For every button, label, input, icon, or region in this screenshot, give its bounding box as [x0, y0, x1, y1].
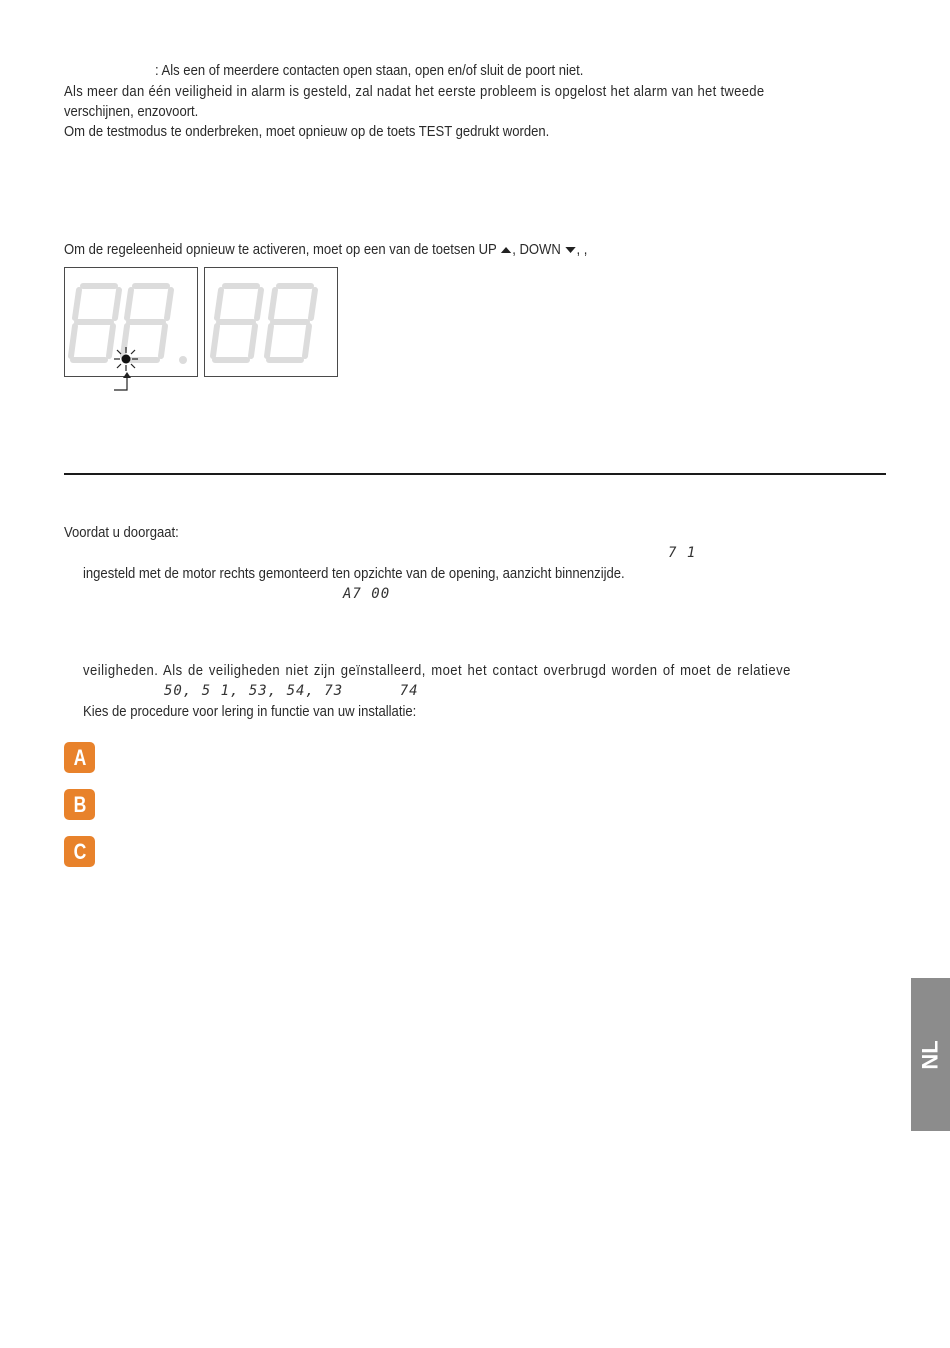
display-right-panel: [204, 267, 338, 377]
procedure-c-badge: [64, 836, 95, 867]
down-key-label: , DOWN: [512, 241, 561, 258]
reactivate-text: [64, 240, 587, 260]
safety-codes: 50, 5 1, 53, 54, 73 74: [164, 683, 419, 699]
procedure-a-badge: [64, 742, 95, 773]
display-left-panel: [64, 267, 198, 377]
choose-procedure-text: Kies de procedure voor lering in functie van uw installatie:: [83, 703, 417, 720]
alarm-contact-text: : Als een of meerdere contacten open staan, open en/of sluit de poort niet.: [155, 62, 584, 79]
before-continue-heading: Voordat u doorgaat:: [64, 524, 179, 541]
reactivate-tail: , ,: [576, 241, 588, 258]
test-mode-text: Om de testmodus te onderbreken, moet opnieuw op de toets TEST gedrukt worden.: [64, 123, 550, 140]
badge-b-label: B: [73, 791, 86, 817]
code-a7-00: A7 00: [343, 586, 391, 602]
blink-pointer-arrow: [112, 372, 132, 394]
badge-a-label: A: [73, 744, 86, 770]
triangle-down-icon: [564, 245, 576, 255]
section-divider: [64, 473, 886, 475]
alarm-multiple-paragraph: [64, 82, 886, 102]
safety-paragraph: [83, 661, 886, 681]
motor-right-text: ingesteld met de motor rechts gemonteerd ten opzichte van de opening, aanzicht binnenzijde.: [83, 565, 625, 582]
seven-segment-right: [205, 268, 337, 376]
code-71: 7 1: [668, 545, 697, 561]
language-tab: [911, 978, 950, 1131]
alarm-multiple-line: Als meer dan één veiligheid in alarm is gesteld, zal nadat het eerste probleem is opgelost het alarm van het tweede: [64, 83, 765, 100]
badge-c-label: C: [73, 838, 86, 864]
alarm-continue-line: verschijnen, enzovoort.: [64, 103, 199, 120]
language-tab-label: NL: [917, 1039, 943, 1070]
procedure-b-badge: [64, 789, 95, 820]
reactivate-label: Om de regeleenheid opnieuw te activeren, moet op een van de toetsen UP: [64, 241, 497, 258]
safety-line: veiligheden. Als de veiligheden niet zijn geïnstalleerd, moet het contact overbrugd worden of moet de relatieve: [83, 662, 791, 679]
triangle-up-icon: [500, 245, 512, 255]
